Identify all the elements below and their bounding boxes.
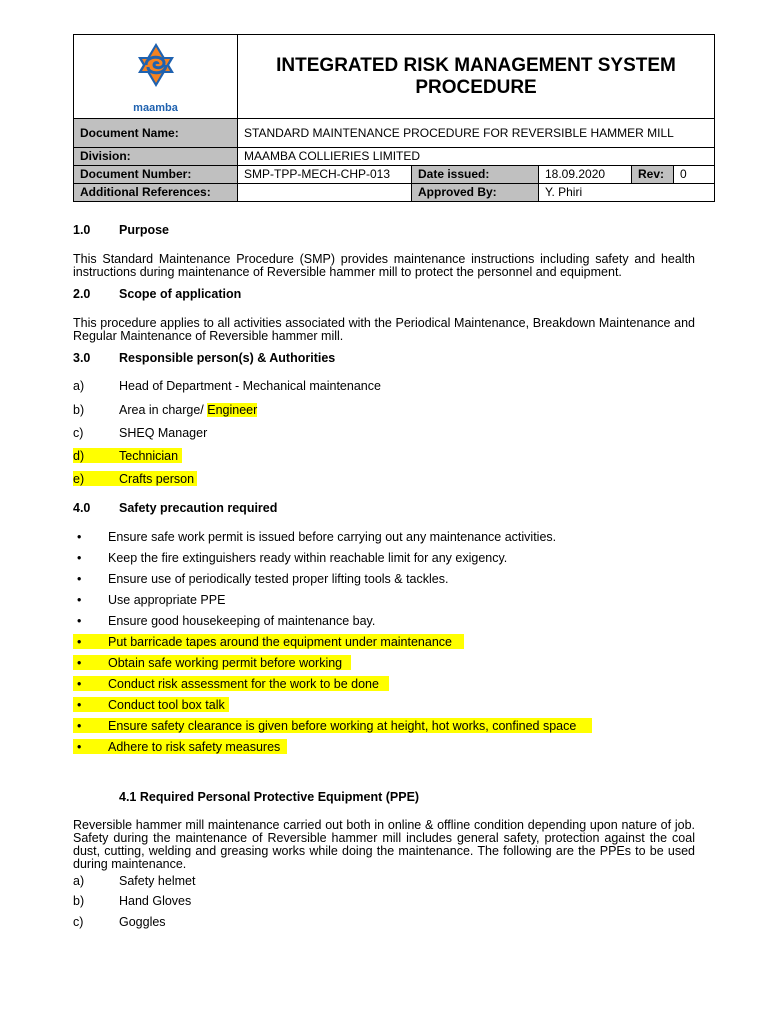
logo-cell bbox=[74, 35, 238, 119]
list-item-text-plain: Area in charge/ bbox=[119, 403, 208, 417]
bullet-item: Ensure safety clearance is given before working at height, hot works, confined space bbox=[108, 719, 577, 733]
bullet-icon: • bbox=[77, 530, 82, 544]
bullet-item: Conduct tool box talk bbox=[108, 698, 225, 712]
approved-by-value: Y. Phiri bbox=[539, 184, 715, 202]
rev-label: Rev: bbox=[632, 166, 674, 184]
bullet-item: Use appropriate PPE bbox=[108, 593, 226, 607]
approved-by-label: Approved By: bbox=[412, 184, 539, 202]
bullet-icon: • bbox=[77, 551, 82, 565]
logo-text: maamba bbox=[133, 101, 178, 114]
bullet-item: Conduct risk assessment for the work to be done bbox=[108, 677, 379, 691]
list-item-label: c) bbox=[73, 915, 84, 929]
bullet-icon: • bbox=[77, 635, 82, 649]
list-item-text: Safety helmet bbox=[119, 874, 196, 888]
doc-number-label: Document Number: bbox=[74, 166, 238, 184]
list-item-text: Crafts person bbox=[119, 472, 195, 486]
document-header bbox=[73, 34, 714, 202]
section-body: This procedure applies to all activities associated with the Periodical Maintenance, Breakdown Maintenance and Regular Maintenance of Reversible hammer mill. bbox=[73, 316, 695, 343]
header-table bbox=[73, 34, 715, 202]
bullet-icon: • bbox=[77, 593, 82, 607]
bullet-icon: • bbox=[77, 719, 82, 733]
bullet-icon: • bbox=[77, 656, 82, 670]
doc-number-value: SMP-TPP-MECH-CHP-013 bbox=[238, 166, 412, 184]
maamba-logo-icon bbox=[116, 39, 196, 101]
section-number: 4.0 bbox=[73, 501, 91, 515]
list-item-label: b) bbox=[73, 894, 85, 908]
date-issued-value: 18.09.2020 bbox=[539, 166, 632, 184]
list-item-label: b) bbox=[73, 403, 85, 417]
section-body: This Standard Maintenance Procedure (SMP) provides maintenance instructions including safety and health instructions during maintenance of Reversible hammer mill to protect the personnel and equipment. bbox=[73, 252, 695, 279]
bullet-item: Put barricade tapes around the equipment under maintenance bbox=[108, 635, 452, 649]
division-value: MAAMBA COLLIERIES LIMITED bbox=[238, 148, 715, 166]
bullet-item: Adhere to risk safety measures bbox=[108, 740, 281, 754]
bullet-icon: • bbox=[77, 698, 82, 712]
section-number: 1.0 bbox=[73, 223, 91, 237]
highlighted-text: Engineer bbox=[207, 403, 258, 417]
rev-value: 0 bbox=[674, 166, 715, 184]
doc-name-value: STANDARD MAINTENANCE PROCEDURE FOR REVERSIBLE HAMMER MILL bbox=[238, 119, 715, 148]
document-title: INTEGRATED RISK MANAGEMENT SYSTEM PROCEDURE bbox=[238, 35, 715, 119]
bullet-icon: • bbox=[77, 740, 82, 754]
list-item-text: Head of Department - Mechanical maintenance bbox=[119, 379, 381, 393]
list-item-label: a) bbox=[73, 874, 85, 888]
date-issued-label: Date issued: bbox=[412, 166, 539, 184]
list-item-label: a) bbox=[73, 379, 85, 393]
list-item-label: e) bbox=[73, 472, 85, 486]
list-item-text: Technician bbox=[119, 449, 179, 463]
bullet-icon: • bbox=[77, 572, 82, 586]
subsection-title: 4.1 Required Personal Protective Equipment (PPE) bbox=[119, 790, 420, 804]
doc-name-label: Document Name: bbox=[74, 119, 238, 148]
list-item-text bbox=[119, 403, 257, 417]
section-title: Scope of application bbox=[119, 287, 242, 301]
section-number: 3.0 bbox=[73, 351, 91, 365]
bullet-item: Obtain safe working permit before working bbox=[108, 656, 343, 670]
bullet-icon: • bbox=[77, 614, 82, 628]
additional-references-value bbox=[238, 184, 412, 202]
list-item-text: SHEQ Manager bbox=[119, 426, 208, 440]
section-title: Safety precaution required bbox=[119, 501, 278, 515]
bullet-item: Ensure safe work permit is issued before carrying out any maintenance activities. bbox=[108, 530, 557, 544]
bullet-item: Ensure use of periodically tested proper lifting tools & tackles. bbox=[108, 572, 449, 586]
list-item-label: d) bbox=[73, 449, 85, 463]
list-item-text: Goggles bbox=[119, 915, 166, 929]
section-title: Purpose bbox=[119, 223, 170, 237]
bullet-item: Keep the fire extinguishers ready within reachable limit for any exigency. bbox=[108, 551, 508, 565]
list-item-label: c) bbox=[73, 426, 84, 440]
section-number: 2.0 bbox=[73, 287, 91, 301]
subsection-body: Reversible hammer mill maintenance carried out both in online & offline condition depending upon nature of job. Safety during the maintenance of Reversible hammer mill includes general safety, protection against the coal dust, cutting, welding and greasing works while doing the maintenance. The following are the PPEs to be used during maintenance. bbox=[73, 818, 695, 871]
bullet-icon: • bbox=[77, 677, 82, 691]
list-item-text: Hand Gloves bbox=[119, 894, 192, 908]
section-title: Responsible person(s) & Authorities bbox=[119, 351, 336, 365]
division-label: Division: bbox=[74, 148, 238, 166]
additional-references-label: Additional References: bbox=[74, 184, 238, 202]
bullet-item: Ensure good housekeeping of maintenance bay. bbox=[108, 614, 376, 628]
